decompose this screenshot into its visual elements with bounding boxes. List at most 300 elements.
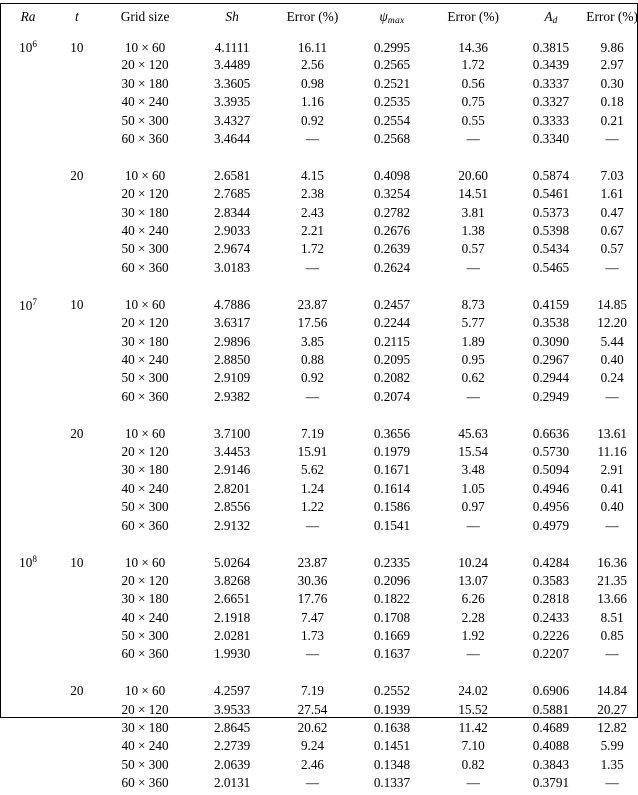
cell-t [56,390,98,408]
cell-ra [0,390,56,408]
cell-sh-error: — [305,388,320,404]
cell-t [56,592,98,610]
table-body [0,40,638,795]
table-row [0,224,638,242]
cell-psi-error: 0.62 [461,370,485,386]
cell-ad: 0.3327 [532,94,570,110]
cell-sh-error: 2.38 [300,186,325,202]
cell-psi-error: 14.51 [458,186,488,202]
cell-ad: 0.5874 [532,167,570,183]
cell-psi-max: 0.1337 [373,775,411,791]
table-top-rule [0,3,638,4]
cell-sh: 5.0264 [213,555,251,571]
cell-ad: 0.5398 [532,223,570,239]
cell-sh-error: 1.24 [300,480,325,496]
cell-ad: 0.4956 [532,499,570,515]
cell-t [56,445,98,463]
cell-sh-error: — [305,775,320,791]
cell-psi-error: 14.36 [458,39,488,55]
cell-t [56,316,98,334]
cell-psi-error: — [466,259,480,275]
cell-t [56,77,98,95]
cell-ra [0,684,56,702]
cell-sh: 3.0183 [213,259,251,275]
ra-base: 10 [19,297,33,313]
cell-sh-error: 1.16 [300,94,325,110]
cell-ad-error: — [605,775,619,791]
cell-grid-size: 20 × 120 [121,57,169,73]
cell-ad-error: 0.40 [600,499,624,515]
cell-ad-error: 2.91 [600,462,624,478]
cell-ad-error: 1.61 [600,186,624,202]
cell-t: 20 [70,167,84,183]
cell-ra [0,40,56,58]
cell-psi-error: 3.81 [461,204,485,220]
cell-sh-error: 23.87 [297,555,328,571]
cell-psi-error: 1.05 [461,480,485,496]
cell-sh: 2.9896 [213,333,251,349]
header-ra-label: Ra [20,9,36,24]
cell-grid-size: 20 × 120 [121,572,169,588]
cell-ad-error: 0.40 [600,351,624,367]
cell-t [56,482,98,500]
cell-psi-error: 1.72 [461,57,485,73]
cell-sh-error: 4.15 [300,167,325,183]
cell-ad-error: 9.86 [600,39,624,55]
cell-grid-size: 40 × 240 [121,223,169,239]
group-separator-spacer [0,666,638,684]
table-row [0,703,638,721]
cell-t [56,95,98,113]
cell-sh-error: 17.56 [297,315,328,331]
cell-psi-error: 45.63 [458,425,488,441]
cell-grid-size: 10 × 60 [124,425,166,441]
cell-ad-error: 0.85 [600,628,624,643]
cell-ad: 0.4979 [532,517,570,533]
cell-psi-max: 0.2096 [373,572,411,588]
ra-exponent: 8 [32,554,37,565]
cell-t [56,261,98,279]
cell-psi-max: 0.2335 [373,555,411,571]
cell-ad-error: 14.85 [597,297,627,313]
group-separator-spacer [0,537,638,555]
group-separator [0,666,638,684]
cell-sh: 2.9674 [213,241,251,257]
cell-ad: 0.3815 [532,39,570,55]
cell-ra [0,242,56,260]
cell-ad: 0.4946 [532,480,570,496]
cell-psi-max: 0.1822 [373,591,411,607]
cell-grid-size: 50 × 300 [121,756,169,772]
table-row [0,555,638,573]
cell-psi-max: 0.2995 [373,39,411,55]
cell-ad: 0.3340 [532,131,570,147]
cell-psi-max: 0.2568 [373,131,411,147]
cell-psi-max: 0.2095 [373,351,411,367]
cell-sh: 2.8201 [213,480,251,496]
cell-ra [0,463,56,481]
table-row [0,519,638,537]
cell-t [56,758,98,776]
table-row [0,187,638,205]
cell-t: 20 [70,683,84,699]
header-ad-error-label: Error (%) [586,9,638,24]
cell-psi-error: 0.95 [461,351,485,367]
cell-sh: 4.1111 [214,39,250,55]
cell-ad: 0.2967 [532,351,570,367]
cell-sh-error: 2.46 [300,756,325,772]
cell-ra [0,445,56,463]
cell-psi-error: — [466,517,480,533]
table-row [0,684,638,702]
column-header-ad-error [586,10,638,40]
cell-ad: 0.2207 [532,646,570,662]
cell-sh-error: 7.47 [300,609,325,625]
cell-ad: 0.5373 [532,204,570,220]
table-row [0,482,638,500]
cell-psi-max: 0.2639 [373,241,411,257]
group-separator-spacer [0,279,638,297]
table-row [0,739,638,757]
cell-ad: 0.4689 [532,720,570,736]
cell-ad-error: 12.20 [597,315,627,331]
cell-t [56,463,98,481]
cell-ra [0,592,56,610]
cell-sh-error: 9.24 [300,738,325,754]
cell-psi-max: 0.2115 [374,333,410,349]
cell-ra [0,77,56,95]
cell-ad-error: — [605,646,619,662]
group-separator [0,408,638,426]
cell-ra [0,335,56,353]
table-row [0,574,638,592]
cell-ad-error: 0.41 [600,480,624,496]
cell-psi-error: 8.73 [461,297,485,313]
cell-sh: 2.2739 [213,738,251,754]
cell-ra [0,703,56,721]
group-separator-spacer [0,408,638,426]
cell-sh: 2.1918 [213,609,251,625]
cell-psi-max: 0.2457 [373,297,411,313]
cell-psi-max: 0.3254 [373,186,411,202]
cell-psi-max: 0.2074 [373,388,411,404]
cell-sh-error: 23.87 [297,297,328,313]
cell-ad-error: 12.82 [597,720,627,736]
column-header-psi-max [353,10,431,40]
table-row [0,721,638,739]
cell-t [56,132,98,150]
cell-ra [0,629,56,647]
cell-t [56,353,98,371]
cell-ad-error: 5.99 [600,738,624,754]
cell-ad: 0.5434 [532,241,570,257]
cell-sh: 3.9533 [213,701,251,717]
cell-grid-size: 10 × 60 [124,167,166,183]
cell-sh: 3.8268 [213,572,251,588]
cell-t [56,647,98,665]
cell-psi-error: 10.24 [458,555,488,571]
cell-psi-max: 0.2521 [373,75,411,91]
cell-ra [0,427,56,445]
cell-psi-max: 0.3656 [373,425,411,441]
cell-ad: 0.2944 [532,370,570,386]
cell-t: 20 [70,425,84,441]
cell-grid-size: 50 × 300 [121,499,169,515]
cell-grid-size: 40 × 240 [121,480,169,496]
cell-sh-error: 1.73 [300,628,325,643]
cell-grid-size: 60 × 360 [121,259,169,275]
ra-exponent: 7 [32,296,37,307]
cell-ra [0,261,56,279]
header-sh-error-label: Error (%) [286,9,339,24]
table-row [0,58,638,76]
column-header-ra [0,10,56,40]
cell-t: 10 [70,297,84,313]
cell-psi-max: 0.1614 [373,480,411,496]
cell-ra [0,739,56,757]
cell-sh-error: 20.62 [297,720,328,736]
cell-sh: 2.8344 [213,204,251,220]
table-row [0,758,638,776]
cell-t [56,58,98,76]
column-header-grid-size [98,10,193,40]
cell-psi-max: 0.1541 [373,517,411,533]
cell-psi-error: — [466,775,480,791]
cell-ra [0,169,56,187]
cell-grid-size: 30 × 180 [121,204,169,220]
cell-sh-error: 0.92 [300,370,325,386]
cell-grid-size: 60 × 360 [121,517,169,533]
cell-grid-size: 10 × 60 [124,39,166,55]
ra-base: 10 [19,555,33,571]
table-row [0,776,638,794]
table-row [0,463,638,481]
cell-ad: 0.3439 [532,57,570,73]
cell-psi-error: — [466,131,480,147]
column-header-sh [192,10,271,40]
cell-ad-error: 0.30 [600,75,624,91]
cell-ra [0,298,56,316]
cell-psi-max: 0.2565 [373,57,411,73]
table-row [0,390,638,408]
cell-ad-error: 14.84 [597,683,627,699]
cell-ra [0,206,56,224]
cell-grid-size: 30 × 180 [121,462,169,478]
cell-sh-error: 2.43 [300,204,325,220]
cell-psi-error: 1.92 [461,628,485,643]
cell-ad-error: 5.44 [600,333,624,349]
table-row [0,316,638,334]
cell-psi-error: 1.89 [461,333,485,349]
cell-ad: 0.3538 [532,315,570,331]
cell-ad-error: 0.67 [600,223,624,239]
cell-psi-max: 0.2624 [373,259,411,275]
table-header [0,10,638,40]
cell-ad: 0.6636 [532,425,570,441]
ra-base: 10 [19,39,33,55]
cell-psi-max: 0.1979 [373,443,411,459]
cell-sh-error: 30.36 [297,572,328,588]
column-header-psi-error [431,10,516,40]
cell-sh: 2.9109 [213,370,251,386]
cell-ad-error: 11.16 [597,443,627,459]
cell-ad-error: 7.03 [600,167,624,183]
cell-ad: 0.6906 [532,683,570,699]
cell-ra [0,114,56,132]
header-grid-size-label: Grid size [120,9,170,24]
cell-ad: 0.5094 [532,462,570,478]
cell-ra [0,555,56,573]
cell-sh: 3.3935 [213,94,251,110]
cell-ra [0,611,56,629]
cell-sh-error: — [305,131,320,147]
cell-sh: 2.8850 [213,351,251,367]
cell-ad-error: — [605,131,619,147]
cell-ad: 0.5730 [532,443,570,459]
cell-sh: 3.6317 [213,315,251,331]
cell-sh-error: 1.72 [300,241,325,257]
cell-sh: 3.4489 [213,57,251,73]
cell-psi-error: 15.52 [458,701,488,717]
cell-sh-error: 5.62 [300,462,325,478]
cell-ad-error: 0.47 [600,204,624,220]
cell-grid-size: 10 × 60 [124,297,166,313]
cell-t [56,114,98,132]
cell-sh: 3.4327 [213,112,251,128]
cell-grid-size: 60 × 360 [121,775,169,791]
cell-ad: 0.2949 [532,388,570,404]
cell-psi-max: 0.1586 [373,499,411,515]
cell-ra [0,500,56,518]
grid-convergence-table [0,10,638,795]
cell-psi-max: 0.2244 [373,315,411,331]
header-t-label: t [74,9,79,24]
cell-psi-max: 0.2535 [373,94,411,110]
table-row [0,298,638,316]
cell-sh: 2.6651 [213,591,251,607]
cell-sh: 2.0639 [213,756,251,772]
cell-sh: 2.9382 [213,388,251,404]
group-separator [0,150,638,168]
cell-psi-error: 1.38 [461,223,485,239]
cell-sh: 3.4453 [213,443,251,459]
cell-t [56,721,98,739]
cell-grid-size: 50 × 300 [121,628,169,643]
cell-sh-error: 16.11 [297,39,328,55]
cell-ad: 0.5465 [532,259,570,275]
cell-ad: 0.3333 [532,112,570,128]
cell-psi-error: 20.60 [458,167,488,183]
cell-ra [0,187,56,205]
cell-ra [0,224,56,242]
table-row [0,629,638,647]
cell-sh: 4.7886 [213,297,251,313]
cell-sh: 2.6581 [213,167,251,183]
cell-psi-max: 0.1451 [373,738,411,754]
cell-ad: 0.5461 [532,186,570,202]
cell-t [56,574,98,592]
cell-ad: 0.2433 [532,609,570,625]
cell-ad: 0.2818 [532,591,570,607]
table-row [0,132,638,150]
cell-t [56,739,98,757]
cell-grid-size: 20 × 120 [121,443,169,459]
header-psi-symbol: ψ [379,9,388,24]
cell-psi-max: 0.2552 [373,683,411,699]
cell-grid-size: 30 × 180 [121,591,169,607]
cell-ad: 0.3337 [532,75,570,91]
cell-sh-error: 0.98 [300,75,325,91]
cell-sh: 3.3605 [213,75,251,91]
cell-ad-error: 2.97 [600,57,624,73]
table-row [0,611,638,629]
cell-ad-error: 13.66 [597,591,627,607]
cell-ad: 0.3583 [532,572,570,588]
cell-psi-max: 0.4098 [373,167,411,183]
cell-sh: 4.2597 [213,683,251,699]
table-row [0,206,638,224]
ra-exponent: 6 [32,39,37,49]
cell-ad-error: 0.57 [600,241,624,257]
cell-grid-size: 30 × 180 [121,333,169,349]
cell-psi-error: 15.54 [458,443,488,459]
cell-t [56,335,98,353]
cell-ad: 0.5881 [532,701,570,717]
cell-grid-size: 40 × 240 [121,609,169,625]
cell-grid-size: 10 × 60 [124,683,166,699]
cell-psi-error: 2.28 [461,609,485,625]
cell-ra [0,721,56,739]
cell-sh-error: 2.56 [300,57,325,73]
header-a-symbol: A [544,9,553,24]
cell-psi-max: 0.1708 [373,609,411,625]
cell-grid-size: 20 × 120 [121,186,169,202]
header-psi-subscript: max [387,15,405,27]
cell-ad-error: 1.35 [600,756,624,772]
cell-t [56,703,98,721]
cell-ad-error: 20.27 [597,701,627,717]
table-row [0,114,638,132]
cell-grid-size: 60 × 360 [121,388,169,404]
cell-ad-error: 0.24 [600,370,624,386]
cell-ad-error: 21.35 [597,572,627,588]
cell-t [56,224,98,242]
cell-ra [0,95,56,113]
cell-psi-max: 0.1939 [373,701,411,717]
table-row [0,353,638,371]
cell-psi-max: 0.1638 [373,720,411,736]
cell-t [56,629,98,647]
cell-ra [0,758,56,776]
cell-psi-max: 0.2082 [373,370,411,386]
table-row [0,647,638,665]
cell-psi-max: 0.2782 [373,204,411,220]
cell-sh-error: — [305,646,320,662]
cell-grid-size: 60 × 360 [121,131,169,147]
cell-sh-error: 3.85 [300,333,325,349]
cell-t [56,611,98,629]
column-header-t [56,10,98,40]
cell-ad-error: 0.18 [600,94,624,110]
table-row [0,77,638,95]
cell-sh-error: 17.76 [297,591,328,607]
cell-psi-error: 0.57 [461,241,485,257]
cell-psi-max: 0.2676 [373,223,411,239]
cell-sh-error: 27.54 [297,701,328,717]
table-row [0,371,638,389]
cell-psi-error: 7.10 [461,738,485,754]
cell-ra [0,371,56,389]
